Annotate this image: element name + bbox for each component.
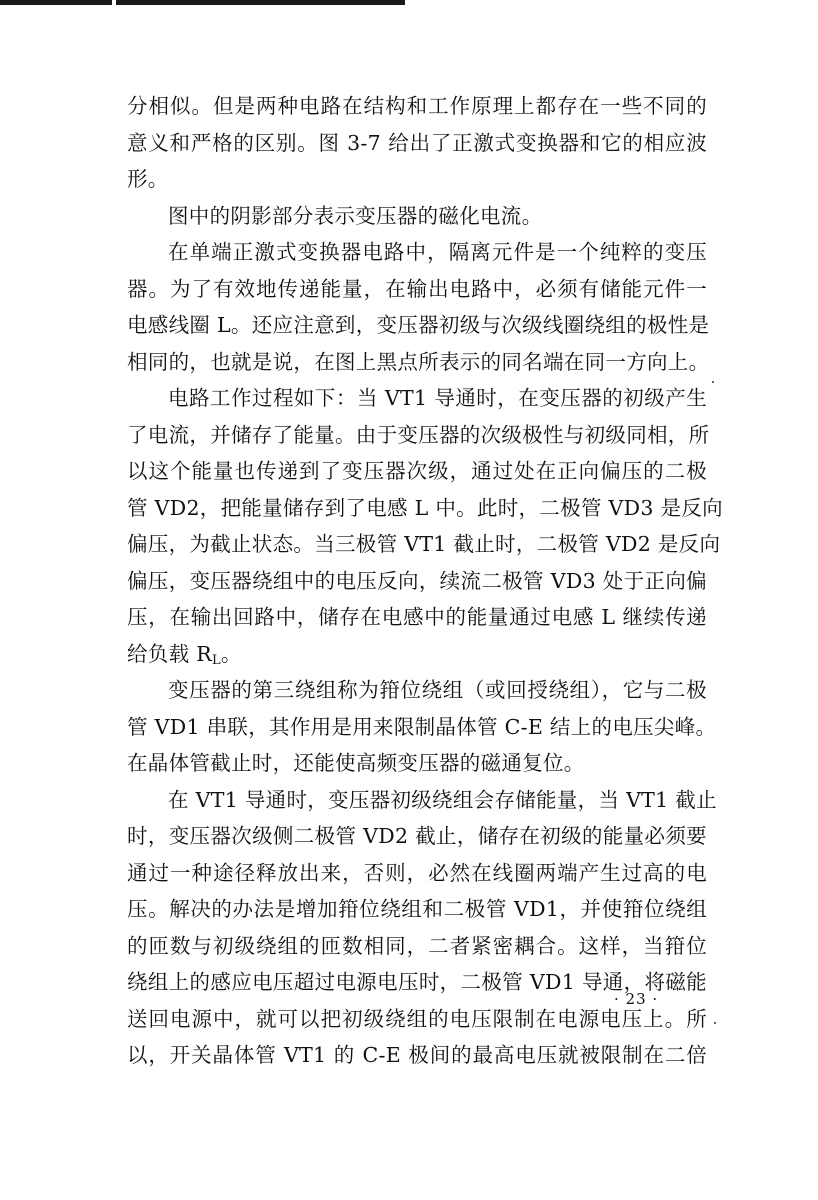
subscript-l: L bbox=[211, 652, 221, 668]
text-line: 以，开关晶体管 VT1 的 C-E 极间的最高电压就被限制在二倍 bbox=[127, 1043, 707, 1067]
scan-speck bbox=[714, 1022, 716, 1024]
text-line: 相同的，也就是说，在图上黑点所表示的同名端在同一方向上。 bbox=[127, 349, 710, 374]
text-line: 压。解决的办法是增加箝位绕组和二极管 VD1，并使箝位绕组 bbox=[127, 897, 707, 921]
text-line: 管 VD2，把能量储存到了电感 L 中。此时，二极管 VD3 是反向 bbox=[127, 495, 723, 520]
text-line: 了电流，并储存了能量。由于变压器的次级极性与初级同相，所 bbox=[127, 422, 710, 447]
text-line: 器。为了有效地传递能量，在输出电路中，必须有储能元件一 bbox=[127, 276, 707, 301]
top-rule-gap bbox=[112, 0, 116, 5]
text-fragment: 。 bbox=[220, 641, 242, 666]
text-line: 意义和严格的区别。图 3-7 给出了正激式变换器和它的相应波 bbox=[127, 130, 707, 155]
text-line: 变压器的第三绕组称为箝位绕组（或回授绕组），它与二极 bbox=[168, 678, 707, 702]
text-line: 管 VD1 串联，其作用是用来限制晶体管 C-E 结上的电压尖峰。 bbox=[127, 714, 717, 739]
text-line: 的匝数与初级绕组的匝数相同，二者紧密耦合。这样，当箝位 bbox=[127, 933, 707, 958]
text-line: 在单端正激式变换器电路中，隔离元件是一个纯粹的变压 bbox=[168, 240, 707, 264]
text-line: 形。 bbox=[127, 167, 169, 191]
text-line: 偏压，变压器绕组中的电压反向，续流二极管 VD3 处于正向偏 bbox=[127, 568, 707, 593]
text-line: 压，在输出回路中，储存在电感中的能量通过电感 L 继续传递 bbox=[127, 605, 707, 629]
text-line: 通过一种途径释放出来，否则，必然在线圈两端产生过高的电 bbox=[127, 860, 707, 885]
text-line: 电感线圈 L。还应注意到，变压器初级与次级线圈绕组的极性是 bbox=[127, 313, 710, 337]
page-body bbox=[127, 88, 723, 1074]
text-line: 绕组上的感应电压超过电源电压时，二极管 VD1 导通，将磁能 bbox=[127, 970, 707, 994]
text-line: 时，变压器次级侧二极管 VD2 截止，储存在初级的能量必须要 bbox=[127, 824, 707, 848]
text-line: 在晶体管截止时，还能使高频变压器的磁通复位。 bbox=[127, 751, 585, 775]
text-line: 以这个能量也传递到了变压器次级，通过处在正向偏压的二极 bbox=[127, 459, 707, 483]
text-line bbox=[127, 636, 707, 673]
text-line: 图中的阴影部分表示变压器的磁化电流。 bbox=[168, 203, 543, 228]
text-line: 电路工作过程如下：当 VT1 导通时，在变压器的初级产生 bbox=[168, 386, 707, 410]
page-number: · 23 · bbox=[614, 990, 659, 1008]
text-line: 在 VT1 导通时，变压器初级绕组会存储能量，当 VT1 截止 bbox=[168, 787, 717, 812]
text-line: 偏压，为截止状态。当三极管 VT1 截止时，二极管 VD2 是反向 bbox=[127, 532, 721, 556]
top-rule bbox=[0, 0, 405, 5]
scan-speck bbox=[712, 381, 714, 383]
text-line: 送回电源中，就可以把初级绕组的电压限制在电源电压上。所 bbox=[127, 1006, 707, 1031]
text-line: 分相似。但是两种电路在结构和工作原理上都存在一些不同的 bbox=[127, 94, 707, 118]
text-fragment: 给负载 R bbox=[127, 641, 212, 666]
